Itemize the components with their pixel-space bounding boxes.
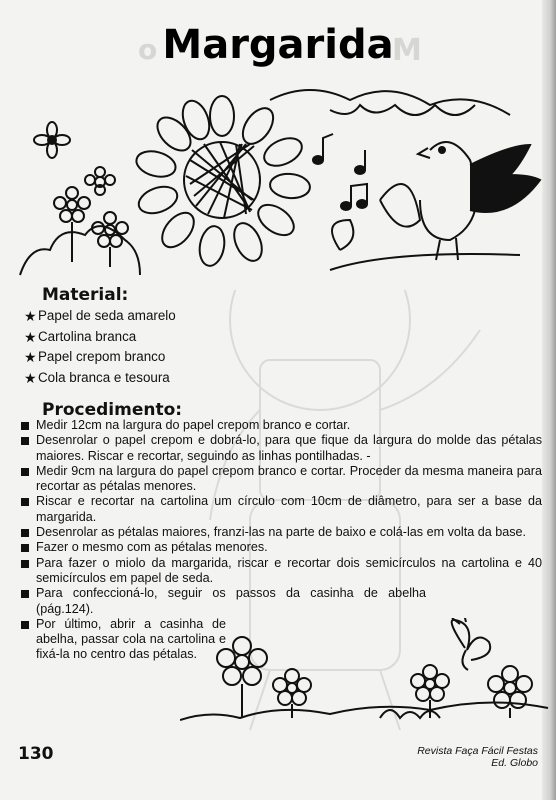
procedure-step: Para confeccioná-lo, seguir os passos da casinha de abelha (pág.124). <box>20 586 426 617</box>
butterfly-icon <box>452 618 491 670</box>
star-icon: ★ <box>24 349 37 365</box>
procedure-step: Por último, abrir a casinha de abelha, passar cola na cartolina e fixá-la no centro das pétalas. <box>20 617 226 663</box>
material-item-label: Cola branca e tesoura <box>38 369 170 385</box>
small-flower-icon <box>34 122 70 158</box>
list-item <box>24 327 176 348</box>
material-item-label: Papel crepom branco <box>38 349 166 364</box>
flower-icon <box>488 666 532 718</box>
procedure-step: Para fazer o miolo da margarida, riscar e recortar dois semicírculos na cartolina e 40 semicírculos em papel de seda. <box>20 556 542 587</box>
procedure-step: Desenrolar o papel crepom e dobrá-lo, para que fique da largura do molde das pétalas maiores. Riscar e recortar, seguindo as linhas pontilhadas. - <box>20 433 542 464</box>
procedure-step: Fazer o mesmo com as pétalas menores. <box>20 540 542 555</box>
list-item <box>24 306 176 327</box>
star-icon: ★ <box>24 308 37 324</box>
material-item-label: Cartolina branca <box>38 328 137 344</box>
title-show-through-right: M <box>392 33 422 68</box>
star-icon: ★ <box>24 328 37 345</box>
star-icon: ★ <box>24 369 37 386</box>
material-item-label: Papel de seda amarelo <box>38 308 176 323</box>
page-title: Margarida <box>162 22 394 68</box>
flower-icon <box>217 637 267 718</box>
page-number: 130 <box>18 744 54 764</box>
publisher-name: Ed. Globo <box>491 757 538 769</box>
daisy-flower-icon <box>134 96 311 268</box>
music-note-icon <box>313 134 367 210</box>
header-illustration <box>0 80 556 290</box>
bird-icon <box>418 142 540 260</box>
material-heading: Material: <box>42 285 129 305</box>
flower-bush-icon <box>20 167 140 275</box>
material-list <box>24 306 176 388</box>
procedure-heading: Procedimento: <box>42 400 183 420</box>
procedure-step: Medir 12cm na largura do papel crepom branco e cortar. <box>20 418 542 433</box>
list-item <box>24 368 176 389</box>
title-show-through-left: o <box>138 33 158 66</box>
procedure-step: Riscar e recortar na cartolina um círculo com 10cm de diâmetro, para ser a base da margarida. <box>20 494 542 525</box>
list-item <box>24 347 176 368</box>
procedure-step: Medir 9cm na largura do papel crepom branco e cortar. Proceder da mesma maneira para recortar as pétalas menores. <box>20 464 542 495</box>
procedure-step: Desenrolar as pétalas maiores, franzi-las na parte de baixo e colá-las em volta da base. <box>20 525 542 540</box>
footer-illustration <box>180 618 550 730</box>
publication-credit <box>417 745 538 769</box>
publication-name: Revista Faça Fácil Festas <box>417 745 538 757</box>
